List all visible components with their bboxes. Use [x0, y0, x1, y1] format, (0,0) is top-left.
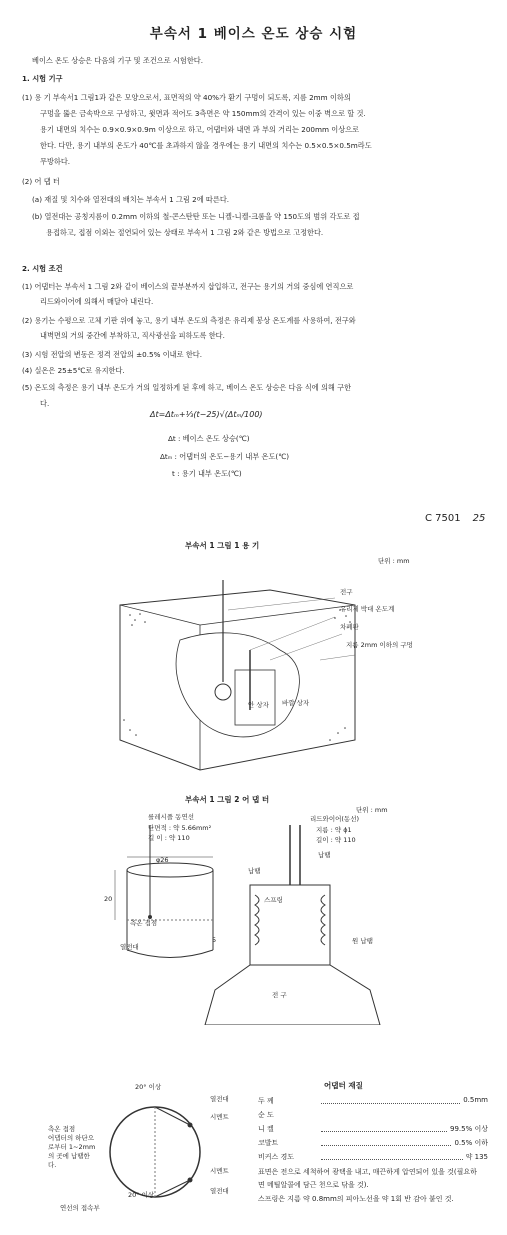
fig1-container-drawing — [110, 570, 410, 780]
section2-heading: 2. 시험 조건 — [22, 264, 63, 273]
fig1-unit: 단위 : mm — [378, 557, 410, 565]
material-row-purity — [258, 1110, 488, 1120]
standard-code: C 7501 — [425, 513, 461, 524]
para-2: (2) 어 댑 터 — [22, 177, 60, 186]
intro-text: 베이스 온도 상승은 다음의 기구 및 조건으로 시험한다. — [32, 56, 204, 65]
fig1-label-thermometer: 유리제 박대 온도계 — [340, 605, 395, 613]
formula-equation: Δt=Δtₘ+⅓(t−25)√(Δtₘ/100) — [150, 410, 263, 419]
fig2-label-circle-solder: 원 납땜 — [352, 937, 373, 945]
material-value: 약 135 — [465, 1153, 488, 1161]
formula-def-1: Δt : 베이스 온도 상승(℃) — [168, 434, 250, 443]
fig2-label-leadwire-right: 리드와이어(동선) — [310, 815, 360, 823]
material-note-1: 표면은 전으로 세척하여 광택을 내고, 매끈하게 압연되어 있을 것(필요하면 메틸알콜에 담근 천으로 닦을 것). — [258, 1168, 477, 1189]
formula-def-3: t : 용기 내부 온도(℃) — [172, 469, 242, 478]
fig2-label-length-left: 길 이 : 약 110 — [148, 834, 190, 842]
fig2-label-spring: 스프링 — [264, 896, 283, 904]
material-value: 0.5mm — [463, 1096, 488, 1104]
fig1-label-hole: 지름 2mm 이하의 구멍 — [346, 641, 413, 649]
para-1-3: 용기 내면의 치수는 0.9×0.9×0.9m 이상으로 하고, 어댑터와 내면 과 부의 거리는 200mm 이상으로 — [40, 125, 360, 134]
fig3-label-junction: 측온 접점 — [48, 1125, 76, 1133]
cond-1-1: (1) 어댑터는 부속서 1 그림 2와 같이 베이스의 끝부분까지 삽입하고, 전구는 용기의 거의 중심에 연직으로 — [22, 282, 354, 291]
fig3-label-angle-bottom: 20° 이상 — [128, 1191, 155, 1199]
fig2-label-diameter-right: 지름 : 약 ϕ1 — [316, 826, 352, 834]
material-value: 99.5% 이상 — [450, 1125, 488, 1133]
para-2a: (a) 재질 및 치수와 열전대의 배치는 부속서 1 그림 2에 따른다. — [32, 195, 230, 204]
fig2-caption: 부속서 1 그림 2 어 댑 터 — [185, 795, 270, 804]
material-key: 니 켈 — [258, 1125, 274, 1133]
fig1-label-shield: 차폐판 — [340, 623, 359, 631]
cond-2-1: (2) 용기는 수평으로 고체 기판 위에 놓고, 용기 내부 온도의 측정은 유리제 봉상 온도계를 사용하여, 전구와 — [22, 316, 356, 325]
cond-5-2: 다. — [40, 399, 50, 408]
fig3-label-cement-bottom: 시멘트 — [210, 1167, 229, 1175]
cond-2-2: 내벽면의 거의 중간에 부착하고, 직사광선을 피하도록 한다. — [40, 331, 225, 340]
material-key: 두 께 — [258, 1097, 274, 1105]
material-note-2: 스프링은 지름 약 0.8mm의 피아노선을 약 1회 반 감아 붙인 것. — [258, 1195, 454, 1203]
cond-5-1: (5) 온도의 측정은 용기 내부 온도가 거의 일정하게 된 후에 하고, 베이스 온도 상승은 다음 식에 의해 구한 — [22, 383, 352, 392]
fig2-label-area: 단면적 : 약 5.66mm² — [148, 824, 212, 832]
material-row-cobalt — [258, 1138, 488, 1148]
fig1-caption: 부속서 1 그림 1 용 기 — [185, 541, 260, 550]
material-key: 비커스 경도 — [258, 1153, 295, 1161]
fig2-label-solder-2: 납땜 — [248, 867, 261, 875]
fig3-label-solder-note: 어댑터의 하단으로부터 1~2mm의 곳에 납땜한다. — [48, 1134, 96, 1169]
material-title: 어댑터 재질 — [324, 1081, 363, 1090]
material-key: 순 도 — [258, 1111, 274, 1119]
page-title: 부속서 1 베이스 온도 상승 시험 — [149, 26, 358, 42]
fig3-label-thermocouple-bottom: 열전대 — [210, 1187, 229, 1195]
fig2-label-bulb: 전 구 — [272, 991, 287, 999]
fig3-label-cement-top: 시멘트 — [210, 1113, 229, 1121]
para-1-1: (1) 용 기 부속서1 그림1과 같은 모양으로서, 표면적의 약 40%가 환기 구멍이 되도록, 지름 2mm 이하의 — [22, 93, 351, 102]
fig2-label-junction: 측온 접점 — [130, 919, 158, 927]
material-row-thickness — [258, 1096, 488, 1106]
fig1-label-outer-box: 바깥 상자 — [282, 699, 310, 707]
para-2b-1: (b) 열전대는 공칭지름이 0.2mm 이하의 철-콘스탄탄 또는 니켈-니켈-크롬을 약 150도의 범위 각도로 접 — [32, 212, 360, 221]
para-1-5: 무방하다. — [40, 157, 71, 166]
material-key: 코발트 — [258, 1139, 279, 1147]
material-value: 0.5% 이하 — [454, 1139, 488, 1147]
fig1-label-bulb: 전구 — [340, 588, 353, 596]
section1-heading: 1. 시험 기구 — [22, 74, 63, 83]
page-footer — [425, 513, 485, 524]
fig1-label-inner-box: 안 상자 — [248, 701, 269, 709]
cond-4: (4) 실온은 25±5℃로 유지한다. — [22, 366, 125, 375]
material-row-vickers — [258, 1152, 488, 1162]
fig3-label-thermocouple-top: 열전대 — [210, 1095, 229, 1103]
fig2-label-leadwire-left: 를레시플 동연선 — [148, 813, 195, 821]
fig2-unit: 단위 : mm — [356, 806, 388, 814]
para-1-4: 한다. 다만, 용기 내부의 온도가 40℃를 초과하지 않을 경우에는 용기 내면의 치수는 0.5×0.5×0.5m라도 — [40, 141, 372, 150]
para-1-2: 구멍을 뚫은 금속박으로 구성하고, 윗면과 적어도 3측면은 약 150mm의 간격이 있는 이중 벽으로 할 것. — [40, 109, 366, 118]
para-2b-2: 용접하고, 접점 이외는 절연되어 있는 상태로 부속서 1 그림 2와 같은 방법으로 고정한다. — [46, 228, 324, 237]
fig3-label-angle-top: 20° 이상 — [135, 1083, 162, 1091]
fig2-label-solder-1: 납땜 — [318, 851, 331, 859]
fig3-label-strand-joint: 연선의 접속부 — [60, 1204, 100, 1212]
page-number: 25 — [472, 513, 486, 524]
fig2-label-length-right: 길이 : 약 110 — [316, 836, 356, 844]
fig2-label-thermocouple: 열전대 — [120, 943, 139, 951]
cond-1-2: 리드와이어에 의해서 매달아 내린다. — [40, 297, 154, 306]
formula-def-2: Δtₘ : 어댑터의 온도−용기 내부 온도(℃) — [160, 452, 290, 461]
material-row-nickel — [258, 1124, 488, 1134]
fig2-label-dim20: 20 — [104, 895, 113, 903]
cond-3: (3) 시험 전압의 변동은 정격 전압의 ±0.5% 이내로 한다. — [22, 350, 203, 359]
fig2-label-diameter: φ26 — [156, 856, 169, 864]
fig2-label-dim5: 5 — [212, 936, 217, 944]
